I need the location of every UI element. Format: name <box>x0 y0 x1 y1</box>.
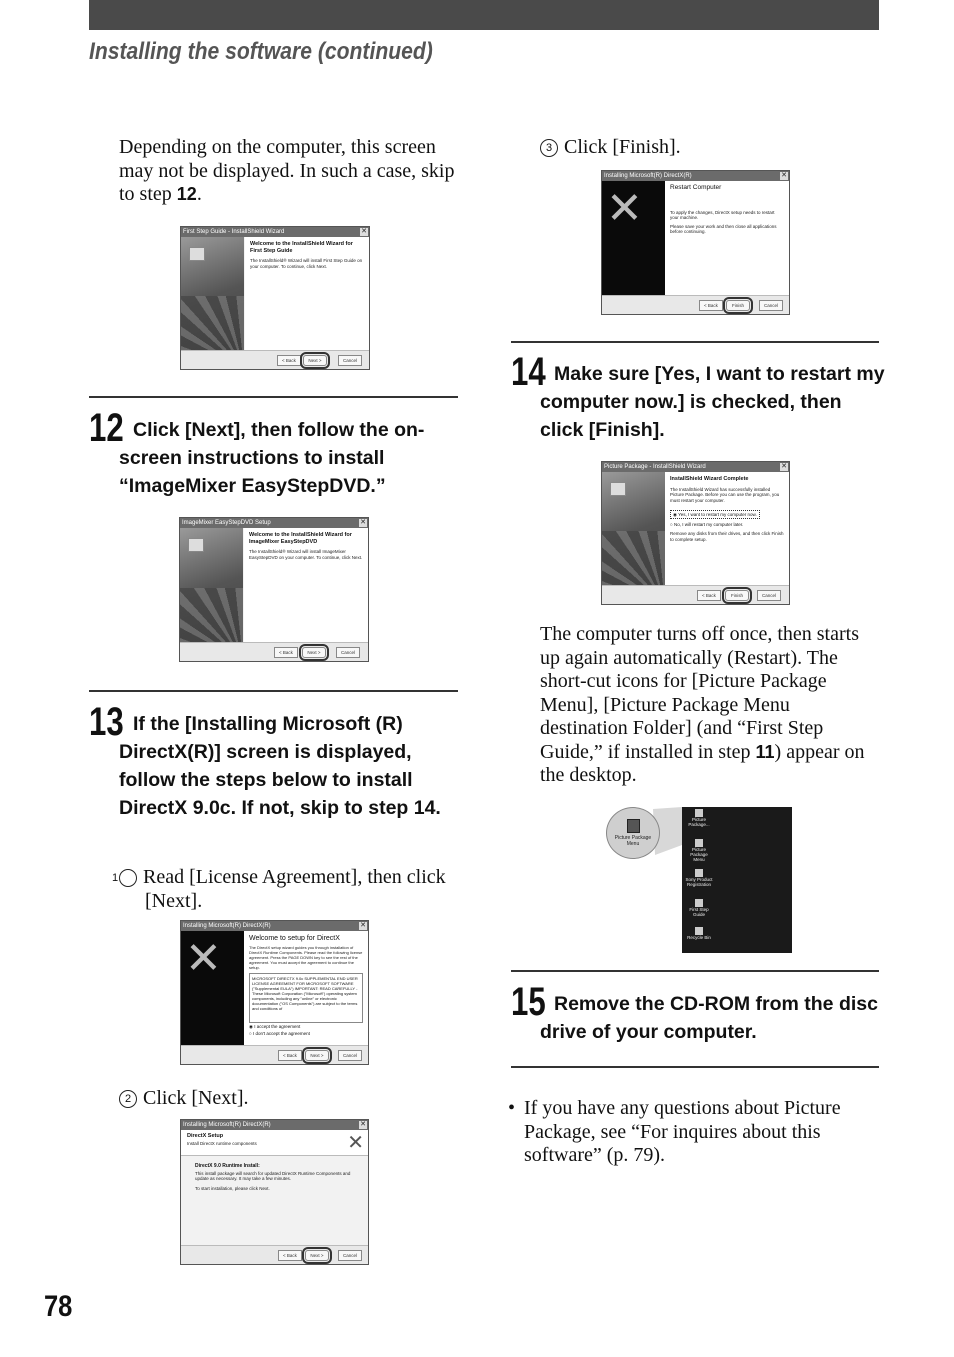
desktop-icon-column <box>684 809 714 951</box>
zoom-label: Picture Package Menu <box>614 835 652 847</box>
restart-now-label: Yes, I want to restart my computer now. <box>678 512 757 517</box>
directx-logo-icon: ✕ <box>606 183 643 234</box>
wizard-button-bar <box>181 1045 368 1064</box>
divider <box>511 341 879 343</box>
setup-body <box>181 1157 368 1246</box>
substep-marker: 1 <box>119 869 137 887</box>
wizard-heading: Welcome to setup for DirectX <box>249 935 340 942</box>
desktop-icon-recycle-bin[interactable] <box>684 927 714 951</box>
wizard-text: The InstallShield® Wizard will install ImageMixer EasyStepDVD on your computer. To continue, click Next. <box>249 549 363 560</box>
divider <box>89 396 458 398</box>
desktop-icon-sony-registration[interactable] <box>684 869 714 899</box>
cancel-button[interactable]: Cancel <box>759 300 783 311</box>
wizard-body <box>665 181 789 296</box>
wizard-body <box>245 237 369 351</box>
license-textbox[interactable]: MICROSOFT DIRECTX 9.0c SUPPLEMENTAL END USER LICENSE AGREEMENT FOR MICROSOFT SOFTWARE ("Supplemental EULA") IMPORTANT: READ CAREFULLY - These Microsoft Corporation ("Microsoft") operating system components, including any "online" or electronic documentation ("OS Components") are subject to the terms and conditions of <box>249 973 363 1023</box>
close-icon: ✕ <box>361 228 367 235</box>
substep-marker: 2 <box>119 1090 137 1108</box>
window-titlebar <box>602 462 789 472</box>
setup-header <box>181 1130 368 1156</box>
setup-text: This install package will search for updated DirectX Runtime Components and update as necessary. It may take a few minutes. <box>195 1170 351 1181</box>
cancel-button[interactable]: Cancel <box>338 1250 362 1261</box>
window-title: Picture Package - InstallShield Wizard <box>604 464 706 470</box>
intro-text: Depending on the computer, this screen may not be displayed. In such a case, skip to step <box>119 136 455 205</box>
window-title: Installing Microsoft(R) DirectX(R) <box>183 1122 271 1128</box>
desktop-area <box>682 807 792 953</box>
screenshot-imagemixer-setup <box>179 517 369 662</box>
wizard-body <box>244 931 368 1046</box>
desktop-icon-label: Picture Package Menu <box>690 847 708 862</box>
step-13-text: If the [Installing Microsoft (R) DirectX(R)] screen is displayed, follow the steps below to install DirectX 9.0c. If not, skip to step 14. <box>119 713 441 819</box>
step-12-text: Click [Next], then follow the on-screen instructions to install “ImageMixer EasyStepDVD.” <box>119 419 425 497</box>
cancel-button[interactable]: Cancel <box>757 590 781 601</box>
window-titlebar <box>602 171 789 181</box>
screenshot-first-step-guide <box>180 226 370 370</box>
substep-text: Read [License Agreement], then click [Next]. <box>143 866 446 912</box>
window-titlebar <box>181 1120 368 1130</box>
decline-radio[interactable]: ○ I don't accept the agreement <box>249 1031 310 1036</box>
wizard-heading: Welcome to the InstallShield Wizard for ImageMixer EasyStepDVD <box>249 532 352 545</box>
wizard-heading: InstallShield Wizard Complete <box>670 476 749 482</box>
divider <box>89 690 458 692</box>
wizard-button-bar <box>180 642 368 661</box>
window-title: Installing Microsoft(R) DirectX(R) <box>183 923 271 929</box>
close-icon: ✕ <box>360 922 366 929</box>
restart-now-radio[interactable]: ◉ Yes, I want to restart my computer now. <box>670 510 760 519</box>
directx-logo-icon: ✕ <box>347 1130 364 1154</box>
screenshot-directx-setup <box>180 1119 369 1265</box>
wizard-button-bar <box>181 1245 368 1264</box>
back-button[interactable]: < Back <box>278 1250 302 1261</box>
wizard-button-bar <box>602 295 789 314</box>
zoom-callout <box>606 807 660 859</box>
cancel-button[interactable]: Cancel <box>336 647 360 658</box>
installer-icon <box>189 247 205 261</box>
step-13-number: 13 <box>89 700 124 744</box>
page-number: 78 <box>44 1290 73 1323</box>
wizard-text: To apply the changes, DirectX setup needs to restart your machine. <box>670 209 775 220</box>
screenshot-directx-license <box>180 920 369 1065</box>
directx-logo-icon: ✕ <box>185 933 222 984</box>
wizard-text-2: Please save your work and then close all applications before continuing. <box>670 223 777 234</box>
desktop-icon-label: Sony Product Registration <box>685 877 713 887</box>
header-bar <box>89 0 879 30</box>
menu-icon <box>695 839 703 847</box>
wizard-text: The DirectX setup wizard guides you through installation of DirectX Runtime Components. Please read the following license agreement. Press the PAGE DOWN key to see the rest of the agreement. You must accept the agreement to continue the setup. <box>249 945 363 970</box>
substep-3 <box>540 136 880 160</box>
step-14-number: 14 <box>511 350 546 394</box>
note-bullet: • <box>508 1097 516 1119</box>
close-icon: ✕ <box>360 519 366 526</box>
desktop-icon-label: Recycle Bin <box>687 935 711 940</box>
installer-icon <box>188 538 204 552</box>
wizard-body <box>665 472 789 586</box>
step-15-number: 15 <box>511 980 546 1024</box>
decline-label: I don't accept the agreement <box>252 1031 310 1036</box>
back-button[interactable]: < Back <box>278 1050 302 1061</box>
restart-text-end: ) appear on the desktop. <box>540 740 865 786</box>
desktop-icon-label: Picture Package... <box>688 817 710 827</box>
window-title: First Step Guide - InstallShield Wizard <box>183 229 285 235</box>
back-button[interactable]: < Back <box>277 355 301 366</box>
folder-icon <box>695 809 703 817</box>
next-button[interactable]: Next > <box>302 647 326 658</box>
picture-package-menu-icon <box>627 819 640 833</box>
finish-button[interactable]: Finish <box>725 590 749 601</box>
wizard-body <box>244 528 368 643</box>
divider <box>511 970 879 972</box>
restart-paragraph <box>540 623 880 788</box>
back-button[interactable]: < Back <box>699 300 723 311</box>
substep-text: Click [Finish]. <box>564 136 681 158</box>
back-button[interactable]: < Back <box>697 590 721 601</box>
desktop-illustration <box>605 805 795 955</box>
next-button[interactable]: Next > <box>305 1250 329 1261</box>
restart-step-ref: 11 <box>755 741 775 762</box>
back-button[interactable]: < Back <box>274 647 298 658</box>
close-icon: ✕ <box>781 463 787 470</box>
substep-marker: 3 <box>540 139 558 157</box>
divider <box>511 1066 879 1068</box>
restart-later-radio[interactable]: ○ No, I will restart my computer later. <box>670 522 744 527</box>
wizard-heading: Restart Computer <box>670 184 722 191</box>
finish-button[interactable]: Finish <box>726 300 750 311</box>
restart-later-label: No, I will restart my computer later. <box>673 522 744 527</box>
desktop-icon-label: First Step Guide <box>689 907 709 917</box>
cancel-button[interactable]: Cancel <box>338 1050 362 1061</box>
screenshot-restart-computer <box>601 170 790 315</box>
accept-radio[interactable]: ◉ I accept the agreement <box>249 1024 301 1029</box>
note-text: If you have any questions about Picture Package, see “For inquires about this software” (p. 79). <box>524 1097 841 1166</box>
desktop-icon-first-step-guide[interactable] <box>684 899 714 927</box>
desktop-icon-picture-package-menu[interactable] <box>684 839 714 869</box>
guide-icon <box>695 899 703 907</box>
recycle-bin-icon <box>695 927 703 935</box>
step-12-number: 12 <box>89 406 124 450</box>
setup-heading: DirectX Setup <box>187 1133 224 1139</box>
wizard-text: The InstallShield® Wizard will install First Step Guide on your computer. To continue, click Next. <box>250 258 363 269</box>
screenshot-installshield-complete <box>601 461 790 605</box>
window-titlebar <box>181 921 368 931</box>
step-15-text: Remove the CD-ROM from the disc drive of your computer. <box>540 993 878 1043</box>
window-title: Installing Microsoft(R) DirectX(R) <box>604 173 692 179</box>
window-titlebar <box>180 518 368 528</box>
substep-text: Click [Next]. <box>143 1087 249 1109</box>
wizard-text-2: Remove any disks from their drives, and then click Finish to complete setup. <box>670 531 784 542</box>
registration-icon <box>695 869 703 877</box>
installer-icon <box>610 482 626 496</box>
page-header-title: Installing the software (continued) <box>89 38 433 65</box>
accept-label: I accept the agreement <box>254 1024 301 1029</box>
wizard-button-bar <box>602 585 789 604</box>
intro-text-end: . <box>196 183 202 205</box>
substep-2 <box>119 1087 459 1111</box>
window-title: ImageMixer EasyStepDVD Setup <box>182 520 271 526</box>
setup-subheading: Install DirectX runtime components <box>187 1140 257 1146</box>
substep-1 <box>111 866 459 913</box>
setup-section-title: DirectX 9.0 Runtime Install: <box>195 1163 260 1169</box>
window-titlebar <box>181 227 369 237</box>
close-icon: ✕ <box>781 172 787 179</box>
wizard-button-bar <box>181 350 369 369</box>
setup-hint: To start installation, please click Next. <box>195 1185 270 1191</box>
next-button[interactable]: Next > <box>303 355 327 366</box>
close-icon: ✕ <box>360 1121 366 1128</box>
step-14-text: Make sure [Yes, I want to restart my computer now.] is checked, then click [Finish]. <box>540 363 885 441</box>
intro-paragraph <box>119 136 459 207</box>
desktop-icon-picture-package[interactable] <box>684 809 714 839</box>
intro-step-ref: 12 <box>176 184 197 204</box>
restart-text: The computer turns off once, then starts up again automatically (Restart). The short-cut icons for [Picture Package Menu], [Picture Package Menu destination Folder] (and “First Step Guide,” if installed in step <box>540 623 859 763</box>
next-button[interactable]: Next > <box>305 1050 329 1061</box>
wizard-heading: Welcome to the InstallShield Wizard for First Step Guide <box>250 241 353 254</box>
wizard-text: The InstallShield Wizard has successfully installed Picture Package. Before you can use the program, you must restart your computer. <box>670 486 780 503</box>
cancel-button[interactable]: Cancel <box>338 355 362 366</box>
